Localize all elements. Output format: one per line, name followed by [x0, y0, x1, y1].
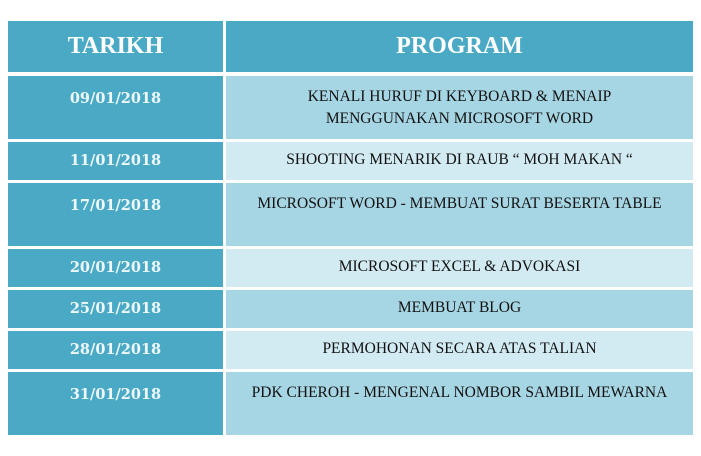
date-cell: 11/01/2018 — [8, 142, 223, 180]
header-program: PROGRAM — [226, 21, 693, 72]
date-cell: 09/01/2018 — [8, 76, 223, 139]
date-cell: 28/01/2018 — [8, 331, 223, 369]
table-row — [8, 249, 693, 287]
date-cell: 20/01/2018 — [8, 249, 223, 287]
program-cell: PERMOHONAN SECARA ATAS TALIAN — [226, 331, 693, 369]
date-cell: 25/01/2018 — [8, 290, 223, 328]
schedule-table — [8, 21, 693, 438]
table-row — [8, 183, 693, 246]
table-row — [8, 290, 693, 328]
program-cell: SHOOTING MENARIK DI RAUB “ MOH MAKAN “ — [226, 142, 693, 180]
program-cell: KENALI HURUF DI KEYBOARD & MENAIP MENGGUNAKAN MICROSOFT WORD — [226, 76, 693, 139]
program-cell: MICROSOFT EXCEL & ADVOKASI — [226, 249, 693, 287]
date-cell: 31/01/2018 — [8, 372, 223, 435]
table-row — [8, 142, 693, 180]
header-date: TARIKH — [8, 21, 223, 72]
date-cell: 17/01/2018 — [8, 183, 223, 246]
table-header-row — [8, 21, 693, 72]
program-cell: MEMBUAT BLOG — [226, 290, 693, 328]
table-row — [8, 372, 693, 435]
program-cell: MICROSOFT WORD - MEMBUAT SURAT BESERTA TABLE — [226, 183, 693, 246]
program-cell: PDK CHEROH - MENGENAL NOMBOR SAMBIL MEWARNA — [226, 372, 693, 435]
table-row — [8, 76, 693, 139]
table-row — [8, 331, 693, 369]
